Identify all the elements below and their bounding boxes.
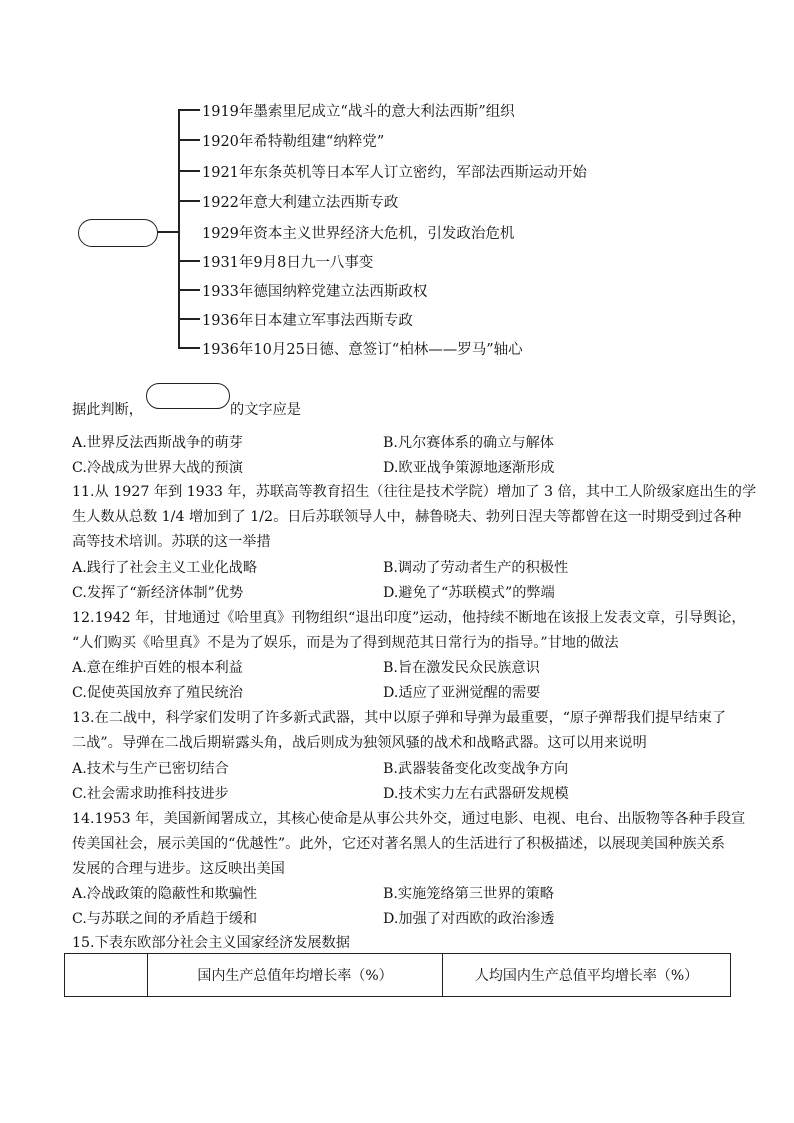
q11-stem-line: 生人数从总数 1/4 增加到了 1/2。日后苏联领导人中，赫鲁晓夫、勃列日涅夫等都曾在这一时期受到过各种 bbox=[72, 509, 742, 525]
q10-option-b[interactable]: B.凡尔赛体系的确立与解体 bbox=[383, 435, 554, 451]
q12-option-d[interactable]: D.适应了亚洲觉醒的需要 bbox=[383, 685, 541, 701]
timeline-event: 1929年资本主义世界经济大危机，引发政治危机 bbox=[202, 226, 515, 242]
timeline-event: 1920年希特勒组建“纳粹党” bbox=[202, 134, 385, 150]
timeline-event: 1936年10月25日德、意签订“柏林——罗马”轴心 bbox=[202, 342, 523, 358]
q10-option-d[interactable]: D.欧亚战争策源地逐渐形成 bbox=[383, 460, 555, 476]
q14-option-c[interactable]: C.与苏联之间的矛盾趋于缓和 bbox=[72, 911, 258, 927]
q12-option-b[interactable]: B.旨在激发民众民族意识 bbox=[383, 660, 540, 676]
q12-option-c[interactable]: C.促使英国放弃了殖民统治 bbox=[72, 685, 243, 701]
timeline-event: 1933年德国纳粹党建立法西斯政权 bbox=[202, 284, 428, 300]
q11-option-d[interactable]: D.避免了“苏联模式”的弊端 bbox=[383, 585, 555, 601]
timeline-spine bbox=[178, 109, 180, 347]
table-header-cell: 国内生产总值年均增长率（%） bbox=[148, 954, 443, 997]
q13-stem-line: 13.在二战中，科学家们发明了许多新式武器，其中以原子弹和导弹为最重要，“原子弹帮我们提早结束了 bbox=[72, 710, 727, 726]
blank-oval bbox=[78, 219, 158, 247]
timeline-event: 1936年日本建立军事法西斯专政 bbox=[202, 313, 413, 329]
q11-option-a[interactable]: A.践行了社会主义工业化战略 bbox=[72, 560, 258, 576]
q14-option-d[interactable]: D.加强了对西欧的政治渗透 bbox=[383, 911, 555, 927]
q14-stem-line: 14.1953 年，美国新闻署成立，其核心使命是从事公共外交，通过电影、电视、电台、出版物等各种手段宣 bbox=[72, 811, 746, 827]
q10-stem-after: 的文字应是 bbox=[230, 402, 301, 418]
q12-stem-line: “人们购买《哈里真》不是为了娱乐，而是为了得到规范其日常行为的指导。”甘地的做法 bbox=[72, 635, 619, 651]
timeline-event: 1931年9月8日九一八事变 bbox=[202, 255, 374, 271]
timeline-event: 1919年墨索里尼成立“战斗的意大利法西斯”组织 bbox=[202, 104, 515, 120]
table-header-cell: 人均国内生产总值平均增长率（%） bbox=[443, 954, 731, 997]
q14-option-a[interactable]: A.冷战政策的隐蔽性和欺骗性 bbox=[72, 886, 258, 902]
table-header-row bbox=[65, 954, 731, 997]
q13-option-a[interactable]: A.技术与生产已密切结合 bbox=[72, 761, 229, 777]
timeline-event: 1922年意大利建立法西斯专政 bbox=[202, 195, 399, 211]
q11-stem-line: 11.从 1927 年到 1933 年，苏联高等教育招生（往往是技术学院）增加了 3 倍，其中工人阶级家庭出生的学 bbox=[72, 484, 757, 500]
q15-stem: 15.下表东欧部分社会主义国家经济发展数据 bbox=[72, 935, 350, 951]
q11-option-b[interactable]: B.调动了劳动者生产的积极性 bbox=[383, 560, 569, 576]
q10-option-a[interactable]: A.世界反法西斯战争的萌芽 bbox=[72, 435, 243, 451]
q12-stem-line: 12.1942 年，甘地通过《哈里真》刊物组织“退出印度”运动，他持续不断地在该报上发表文章，引导舆论， bbox=[72, 610, 746, 626]
q10-blank-oval bbox=[146, 383, 230, 409]
q13-option-c[interactable]: C.社会需求助推科技进步 bbox=[72, 786, 229, 802]
q13-option-d[interactable]: D.技术实力左右武器研发规模 bbox=[383, 786, 569, 802]
q11-stem-line: 高等技术培训。苏联的这一举措 bbox=[72, 534, 271, 550]
q11-option-c[interactable]: C.发挥了“新经济体制”优势 bbox=[72, 585, 244, 601]
q13-stem-line: 二战”。导弹在二战后期崭露头角，战后则成为独领风骚的战术和战略武器。这可以用来说明 bbox=[72, 735, 647, 751]
q12-option-a[interactable]: A.意在维护百姓的根本利益 bbox=[72, 660, 243, 676]
q14-stem-line: 发展的合理与进步。这反映出美国 bbox=[72, 861, 285, 877]
q10-stem: 据此判断， bbox=[72, 402, 143, 418]
timeline-event: 1921年东条英机等日本军人订立密约，军部法西斯运动开始 bbox=[202, 165, 587, 181]
oval-connector bbox=[157, 231, 178, 233]
q14-stem-line: 传美国社会，展示美国的“优越性”。此外，它还对著名黑人的生活进行了积极描述，以展现美国种族关系 bbox=[72, 836, 725, 852]
q13-option-b[interactable]: B.武器装备变化改变战争方向 bbox=[383, 761, 569, 777]
table-header-cell bbox=[65, 954, 148, 997]
q14-option-b[interactable]: B.实施笼络第三世界的策略 bbox=[383, 886, 554, 902]
q15-data-table bbox=[64, 953, 731, 997]
q10-option-c[interactable]: C.冷战成为世界大战的预演 bbox=[72, 460, 243, 476]
